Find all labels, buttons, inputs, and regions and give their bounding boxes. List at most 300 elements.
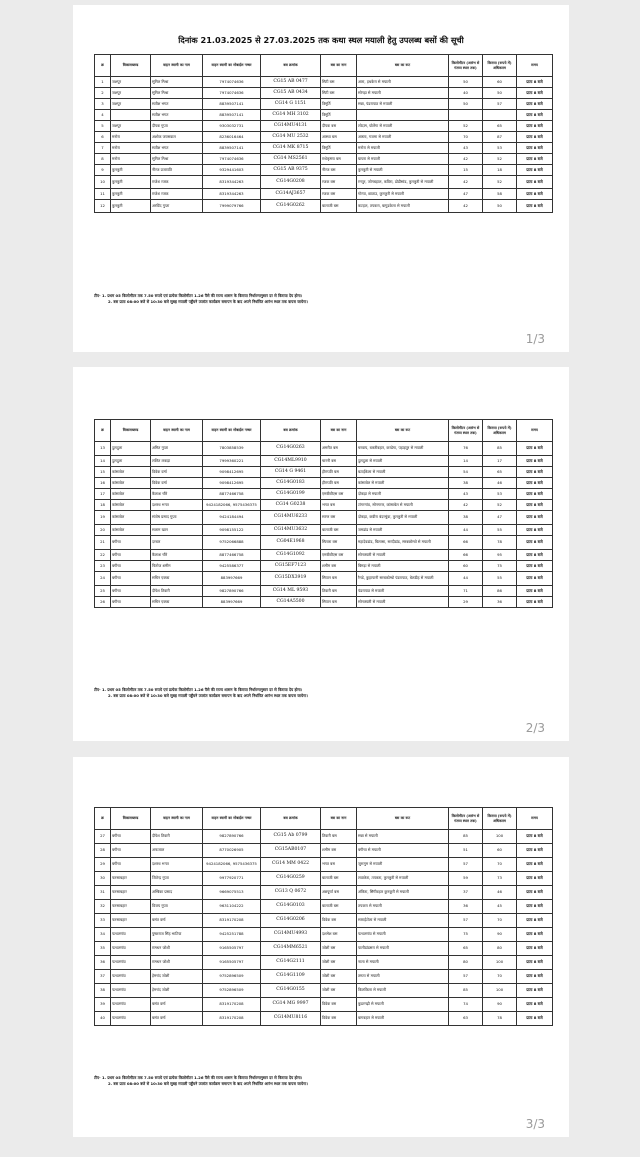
cell-owner: अरविंद गुप्ता <box>151 200 203 213</box>
cell-km: 37 <box>449 886 483 900</box>
cell-km: 42 <box>449 176 483 189</box>
cell-time: प्रातः 8 बजे <box>517 525 553 536</box>
cell-mobile: 8839507141 <box>203 110 261 121</box>
table-row <box>95 886 553 900</box>
cell-mobile: 9424184494 <box>203 511 261 525</box>
cell-fare: 53 <box>483 489 517 500</box>
cell-sno: 20 <box>95 525 111 536</box>
column-header: किराया (रूपये में) अधिकतम <box>483 420 517 442</box>
cell-fare: 50 <box>483 200 517 213</box>
cell-km: 54 <box>449 467 483 478</box>
cell-time: प्रातः 8 बजे <box>517 914 553 928</box>
cell-sno: 21 <box>95 536 111 550</box>
cell-bus-name: विवेक बस <box>321 1012 357 1026</box>
cell-time: प्रातः 8 बजे <box>517 956 553 970</box>
cell-route: गोरपा, छाताउ, कुनकुरी से मयाली <box>357 189 449 200</box>
cell-km: 15 <box>449 165 483 176</box>
cell-bus-number: CG15 AB 0477 <box>261 77 321 88</box>
column-header: वाहन स्वामी का मोबाईल नम्बर <box>203 420 261 442</box>
cell-bus-name: शमीम बस <box>321 844 357 858</box>
cell-fare: 70 <box>483 858 517 872</box>
cell-route: दोकड़ा, कवीरा बंदरचुंवा, कुनकुरी से मयाली <box>357 511 449 525</box>
cell-time: प्रातः 8 बजे <box>517 872 553 886</box>
cell-bus-name: बालाजी बस <box>321 872 357 886</box>
cell-route: पालीडांडसरा से मयाली <box>357 942 449 956</box>
cell-fare: 46 <box>483 478 517 489</box>
table-row <box>95 942 553 956</box>
table-row <box>95 956 553 970</box>
cell-block: कुनकुरी <box>111 200 151 213</box>
cell-owner: जितेन्द्र गुप्ता <box>151 872 203 886</box>
cell-route: रनपुर, जोगबहाल, कविरा, डोडीसांड, कुनकुरी से मयाली <box>357 176 449 189</box>
cell-mobile: 9425586377 <box>203 561 261 572</box>
cell-bus-number: CG15AB0107 <box>261 844 321 858</box>
cell-sno: 27 <box>95 830 111 844</box>
note-1: टीप- 1. प्रथम 05 किलोमीटर तक 7.50 रूपये एवं प्रत्येक किलोमीटर 1.26 पैसे की राज्य शासन के किराया निर्धारणानुसार दर से किराया देय होगा। <box>94 1075 303 1080</box>
cell-time: प्रातः 8 बजे <box>517 511 553 525</box>
cell-bus-number: CG15 AB 9375 <box>261 165 321 176</box>
cell-km: 47 <box>449 189 483 200</box>
table-body <box>95 77 553 213</box>
cell-sno: 30 <box>95 872 111 886</box>
cell-fare: 85 <box>483 442 517 456</box>
cell-mobile: 8839507141 <box>203 143 261 154</box>
cell-sno: 18 <box>95 500 111 511</box>
table-row <box>95 1012 553 1026</box>
table-row <box>95 900 553 914</box>
cell-time: प्रातः 8 बजे <box>517 77 553 88</box>
table-row <box>95 456 553 467</box>
cell-block: कुनकुरी <box>111 189 151 200</box>
cell-route: मनोरा से मयाली <box>357 143 449 154</box>
cell-bus-name: जोशी बस <box>321 956 357 970</box>
cell-route: घाघरा से मयाली <box>357 154 449 165</box>
cell-km: 40 <box>449 88 483 99</box>
table-row <box>95 844 553 858</box>
cell-block: जशपुर <box>111 99 151 110</box>
cell-time: प्रातः 8 बजे <box>517 99 553 110</box>
cell-owner: संतोष प्रसाद गुप्ता <box>151 511 203 525</box>
column-header: क्र <box>95 808 111 830</box>
cell-bus-name: विवेक बस <box>321 998 357 1012</box>
cell-route: साराईटोला से मयाली <box>357 914 449 928</box>
cell-owner: राजेश रजक <box>151 176 203 189</box>
cell-mobile: 9165505797 <box>203 942 261 956</box>
cell-mobile: 9165505797 <box>203 956 261 970</box>
cell-bus-number: CG15EF7123 <box>261 561 321 572</box>
table-row <box>95 572 553 586</box>
cell-fare: 45 <box>483 900 517 914</box>
column-header: वाहन स्वामी का मोबाईल नम्बर <box>203 55 261 77</box>
cell-block: पत्थलगांव <box>111 928 151 942</box>
table-row <box>95 511 553 525</box>
cell-bus-name: राधेकृष्णा बस <box>321 154 357 165</box>
cell-block: मनोरा <box>111 143 151 154</box>
cell-block: बगीचा <box>111 586 151 597</box>
cell-time: प्रातः 8 बजे <box>517 500 553 511</box>
cell-bus-number: CG14MU8116 <box>261 1012 321 1026</box>
cell-route: लोदाम, घोलेंगा से मयाली <box>357 121 449 132</box>
table-row <box>95 536 553 550</box>
cell-km: 80 <box>449 956 483 970</box>
cell-mobile: 9329441603 <box>203 165 261 176</box>
table-row <box>95 154 553 165</box>
column-header: विकासखण्ड <box>111 55 151 77</box>
cell-bus-name: सिटी बस <box>321 88 357 99</box>
cell-bus-number: CG14G2111 <box>261 956 321 970</box>
cell-block: पत्थलगांव <box>111 984 151 998</box>
cell-block: मनोरा <box>111 154 151 165</box>
table-row <box>95 914 553 928</box>
cell-bus-name: सियान बस <box>321 572 357 586</box>
cell-owner: फिरोज शमीम <box>151 561 203 572</box>
table-header <box>95 55 553 77</box>
cell-km: 44 <box>449 525 483 536</box>
cell-owner: पुष्कराज सिंह भाटिया <box>151 928 203 942</box>
column-header: किलोमीटर (आरंभ से गंतव्य स्थल तक) <box>449 55 483 77</box>
cell-time: प्रातः 8 बजे <box>517 998 553 1012</box>
cell-bus-name: त्रिमूर्ति <box>321 110 357 121</box>
page-number: 1/3 <box>525 332 545 346</box>
cell-owner: सतीश भगत <box>151 110 203 121</box>
cell-block: बगीचा <box>111 858 151 872</box>
cell-fare: 52 <box>483 154 517 165</box>
cell-owner: सलाम खान <box>151 525 203 536</box>
cell-sno: 6 <box>95 132 111 143</box>
cell-route: महादेवडांड, बिलासा, सरदीडांड, सरबकोम्बो से मयाली <box>357 536 449 550</box>
cell-owner: सतीश भगत <box>151 143 203 154</box>
cell-mobile: 8319344263 <box>203 176 261 189</box>
column-header: किराया (रूपये में) अधिकतम <box>483 808 517 830</box>
cell-bus-name: त्रिमूर्ति <box>321 143 357 154</box>
cell-sno: 25 <box>95 586 111 597</box>
cell-fare: 78 <box>483 536 517 550</box>
cell-km: 57 <box>449 970 483 984</box>
column-header: बस का रूट <box>357 420 449 442</box>
cell-bus-name: तिवारी बस <box>321 830 357 844</box>
cell-sno: 2 <box>95 88 111 99</box>
cell-route: टांगरगांव, सोनगरार, कांसाबेल से मयाली <box>357 500 449 511</box>
cell-sno: 39 <box>95 998 111 1012</box>
cell-sno: 4 <box>95 110 111 121</box>
column-header: समय <box>517 55 553 77</box>
cell-bus-number: CG14G0259 <box>261 872 321 886</box>
cell-fare: 18 <box>483 165 517 176</box>
cell-time: प्रातः 8 बजे <box>517 536 553 550</box>
cell-mobile: 9752896509 <box>203 970 261 984</box>
cell-time: प्रातः 8 बजे <box>517 189 553 200</box>
cell-mobile: 9752896509 <box>203 984 261 998</box>
cell-route: सोगड़ा से मयाली <box>357 88 449 99</box>
cell-bus-number: CG14G0103 <box>261 900 321 914</box>
cell-bus-name: रजक बस <box>321 189 357 200</box>
cell-owner: अम्बिका प्रसाद <box>151 886 203 900</box>
table-row <box>95 858 553 872</box>
cell-block: जशपुर <box>111 121 151 132</box>
cell-block: कांसाबेल <box>111 525 151 536</box>
cell-owner: दीपेश तिवारी <box>151 830 203 844</box>
cell-bus-name: शमीम बस <box>321 561 357 572</box>
table-row <box>95 165 553 176</box>
cell-bus-name: त्रिमूर्ति <box>321 99 357 110</box>
cell-mobile: 7999360221 <box>203 456 261 467</box>
cell-route: दुलदुला से मयाली <box>357 456 449 467</box>
cell-bus-number: CG14 G 9461 <box>261 467 321 478</box>
cell-route: रैनडे, कुहापानी सरबकोम्बो पंडरापाठ, बेलडीह से मयाली <box>357 572 449 586</box>
cell-bus-number: CG14ML9910 <box>261 456 321 467</box>
cell-block: पत्थलगांव <box>111 942 151 956</box>
cell-mobile: 9752066888 <box>203 536 261 550</box>
cell-mobile: 9303032731 <box>203 121 261 132</box>
cell-bus-number: CG14 G 1151 <box>261 99 321 110</box>
table-row <box>95 88 553 99</box>
cell-sno: 10 <box>95 176 111 189</box>
cell-time: प्रातः 8 बजे <box>517 456 553 467</box>
cell-bus-name: दीपक बस <box>321 121 357 132</box>
cell-owner: दशरथ भगत <box>151 500 203 511</box>
cell-fare: 70 <box>483 914 517 928</box>
cell-time: प्रातः 8 बजे <box>517 830 553 844</box>
cell-bus-name: सियान बस <box>321 597 357 608</box>
column-header: बस का रूट <box>357 55 449 77</box>
cell-km: 66 <box>449 536 483 550</box>
table-row <box>95 586 553 597</box>
cell-block: जशपुर <box>111 88 151 99</box>
cell-time: प्रातः 8 बजे <box>517 143 553 154</box>
cell-bus-number: CG14G0263 <box>261 442 321 456</box>
cell-fare: 70 <box>483 970 517 984</box>
cell-sno: 26 <box>95 597 111 608</box>
cell-bus-name: बालाजी बस <box>321 900 357 914</box>
cell-route: कुनकुरी से मयाली <box>357 165 449 176</box>
cell-sno: 32 <box>95 900 111 914</box>
cell-bus-number: CG14G0155 <box>261 984 321 998</box>
cell-time: प्रातः 8 बजे <box>517 928 553 942</box>
cell-time: प्रातः 8 बजे <box>517 88 553 99</box>
table-row <box>95 110 553 121</box>
bus-table <box>94 54 553 213</box>
cell-bus-name: नीरज बस <box>321 165 357 176</box>
cell-owner: दीपेश तिवारी <box>151 586 203 597</box>
cell-time: प्रातः 8 बजे <box>517 597 553 608</box>
cell-bus-name: चारनी बस <box>321 456 357 467</box>
cell-bus-name: एमबीबीएस बस <box>321 550 357 561</box>
cell-bus-name: बालाजी बस <box>321 200 357 213</box>
cell-block: बगीचा <box>111 572 151 586</box>
column-header: किलोमीटर (आरंभ से गंतव्य स्थल तक) <box>449 808 483 830</box>
cell-owner: नीरज प्रजापति <box>151 165 203 176</box>
cell-bus-number: CG14G0262 <box>261 200 321 213</box>
table-row <box>95 442 553 456</box>
cell-bus-name: अमरीत बस <box>321 442 357 456</box>
page-number: 2/3 <box>525 721 545 735</box>
cell-block: जशपुर <box>111 77 151 88</box>
cell-mobile: 8877466758 <box>203 550 261 561</box>
table-row <box>95 143 553 154</box>
cell-bus-name: बालाजी बस <box>321 525 357 536</box>
cell-route: जुरूगुम से मयाली <box>357 858 449 872</box>
cell-time: प्रातः 8 बजे <box>517 489 553 500</box>
cell-time: प्रातः 8 बजे <box>517 942 553 956</box>
cell-sno: 15 <box>95 467 111 478</box>
column-header: किलोमीटर (आरंभ से गंतव्य स्थल तक) <box>449 420 483 442</box>
table-row <box>95 200 553 213</box>
cell-bus-name: रजक बस <box>321 176 357 189</box>
cell-fare: 65 <box>483 121 517 132</box>
table-row <box>95 872 553 886</box>
table-body <box>95 830 553 1026</box>
cell-km: 70 <box>449 132 483 143</box>
cell-bus-name: सागर बस <box>321 511 357 525</box>
cell-block: बगीचा <box>111 844 151 858</box>
cell-time: प्रातः 8 बजे <box>517 165 553 176</box>
page-number: 3/3 <box>525 1117 545 1131</box>
cell-km: 43 <box>449 489 483 500</box>
table-row <box>95 970 553 984</box>
cell-km: 52 <box>449 121 483 132</box>
cell-bus-name: जोशी बस <box>321 970 357 984</box>
cell-block: बगीचा <box>111 561 151 572</box>
table-row <box>95 99 553 110</box>
cell-block: बगीचा <box>111 536 151 550</box>
cell-bus-number: CG14 ML 9593 <box>261 586 321 597</box>
cell-bus-number: CG14AJ3657 <box>261 189 321 200</box>
cell-mobile: 9669075513 <box>203 886 261 900</box>
cell-km: 36 <box>449 900 483 914</box>
notes <box>94 1075 554 1086</box>
cell-bus-name: हीरापति बस <box>321 478 357 489</box>
cell-sno: 38 <box>95 984 111 998</box>
cell-owner: बसंत वर्मा <box>151 1012 203 1026</box>
cell-owner: बसंत वर्मा <box>151 998 203 1012</box>
cell-route: आरा, हथकेरा से मयाली <box>357 77 449 88</box>
cell-mobile: 9098412695 <box>203 467 261 478</box>
cell-route: बगीचा से मयाली <box>357 844 449 858</box>
cell-sno: 5 <box>95 121 111 132</box>
cell-route: बटाईकेला से मयाली <box>357 467 449 478</box>
cell-sno: 11 <box>95 189 111 200</box>
cell-bus-name: दशमेश बस <box>321 928 357 942</box>
cell-mobile: 8319344263 <box>203 189 261 200</box>
note-2: 2. बस प्रातः 08:00 बजे से 10:30 बजे सुबह मयाली पहुँचने उपरांत कार्यक्रम समापन के बाद अपने निर्धारित आरंभ स्थल तक वापस जायेगा। <box>108 692 308 698</box>
table-row <box>95 984 553 998</box>
table-row <box>95 478 553 489</box>
cell-bus-number: CG14G1092 <box>261 550 321 561</box>
column-header: क्र <box>95 420 111 442</box>
note-1: टीप- 1. प्रथम 05 किलोमीटर तक 7.50 रूपये एवं प्रत्येक किलोमीटर 1.26 पैसे की राज्य शासन के किराया निर्धारणानुसार दर से किराया देय होगा। <box>94 293 303 298</box>
cell-bus-number: CG14A5500 <box>261 597 321 608</box>
cell-km: 57 <box>449 914 483 928</box>
column-header: बस का रूट <box>357 808 449 830</box>
cell-sno: 31 <box>95 886 111 900</box>
cell-time: प्रातः 8 बजे <box>517 858 553 872</box>
cell-mobile: 7803858539 <box>203 442 261 456</box>
cell-bus-number: CG13 Q 0672 <box>261 886 321 900</box>
cell-fare: 100 <box>483 984 517 998</box>
cell-fare: 46 <box>483 886 517 900</box>
cell-route: कांसाबेल से मयाली <box>357 478 449 489</box>
cell-bus-name: जोशी बस <box>321 942 357 956</box>
cell-km: 29 <box>449 597 483 608</box>
table-header <box>95 420 553 442</box>
cell-bus-name: विवेक बस <box>321 914 357 928</box>
cell-time: प्रातः 8 बजे <box>517 154 553 165</box>
cell-sno: 40 <box>95 1012 111 1026</box>
cell-owner: ललित लकड़ा <box>151 456 203 467</box>
cell-km: 65 <box>449 942 483 956</box>
cell-bus-number: CG14 G0238 <box>261 500 321 511</box>
cell-bus-number: CG14MM6521 <box>261 942 321 956</box>
cell-km: 38 <box>449 511 483 525</box>
cell-mobile: 9098155122 <box>203 525 261 536</box>
cell-bus-number: CG14G0183 <box>261 478 321 489</box>
cell-fare: 50 <box>483 88 517 99</box>
cell-owner: सचिन एक्का <box>151 572 203 586</box>
cell-owner: अशोक जयसवाल <box>151 132 203 143</box>
cell-km: 63 <box>449 1012 483 1026</box>
column-header: वाहन स्वामी का नाम <box>151 55 203 77</box>
cell-mobile: 9424182066, 9575436375 <box>203 858 261 872</box>
cell-mobile: 8236016464 <box>203 132 261 143</box>
cell-time: प्रातः 8 बजे <box>517 586 553 597</box>
cell-bus-name: आस्था बस <box>321 132 357 143</box>
cell-time: प्रातः 8 बजे <box>517 572 553 586</box>
cell-block: बगीचा <box>111 550 151 561</box>
cell-sno: 9 <box>95 165 111 176</box>
cell-bus-name: भगत बस <box>321 858 357 872</box>
cell-mobile: 8319170208 <box>203 914 261 928</box>
cell-mobile: 9425251788 <box>203 928 261 942</box>
cell-bus-name: जोशी बस <box>321 984 357 998</box>
cell-mobile: 883997669 <box>203 572 261 586</box>
cell-sno: 8 <box>95 154 111 165</box>
cell-km: 14 <box>449 456 483 467</box>
cell-time: प्रातः 8 बजे <box>517 478 553 489</box>
cell-fare: 55 <box>483 572 517 586</box>
cell-fare: 52 <box>483 176 517 189</box>
column-header: क्र <box>95 55 111 77</box>
cell-block: पत्थलगांव <box>111 998 151 1012</box>
cell-route: पत्थलगांव से मयाली <box>357 928 449 942</box>
cell-owner: कैलाश चौरे <box>151 550 203 561</box>
cell-sno: 35 <box>95 942 111 956</box>
table-row <box>95 189 553 200</box>
cell-mobile: 7974074636 <box>203 88 261 99</box>
cell-km: 42 <box>449 500 483 511</box>
column-header: वाहन स्वामी का नाम <box>151 808 203 830</box>
cell-sno: 7 <box>95 143 111 154</box>
table-row <box>95 467 553 478</box>
notes <box>94 293 554 304</box>
cell-bus-number: CG14 MU 2532 <box>261 132 321 143</box>
cell-time: प्रातः 8 बजे <box>517 132 553 143</box>
cell-owner: अफजाल <box>151 844 203 858</box>
cell-km: 59 <box>449 872 483 886</box>
cell-time: प्रातः 8 बजे <box>517 550 553 561</box>
cell-block: बगीचा <box>111 830 151 844</box>
cell-bus-number: CG04E1968 <box>261 536 321 550</box>
cell-bus-name: सिटी बस <box>321 77 357 88</box>
column-header: बस क्रमांक <box>261 55 321 77</box>
table-row <box>95 525 553 536</box>
cell-km <box>449 110 483 121</box>
table-header <box>95 808 553 830</box>
cell-km: 75 <box>449 928 483 942</box>
cell-fare: 100 <box>483 830 517 844</box>
cell-fare: 17 <box>483 456 517 467</box>
cell-bus-name: एमबीबीएस बस <box>321 489 357 500</box>
table-row <box>95 928 553 942</box>
